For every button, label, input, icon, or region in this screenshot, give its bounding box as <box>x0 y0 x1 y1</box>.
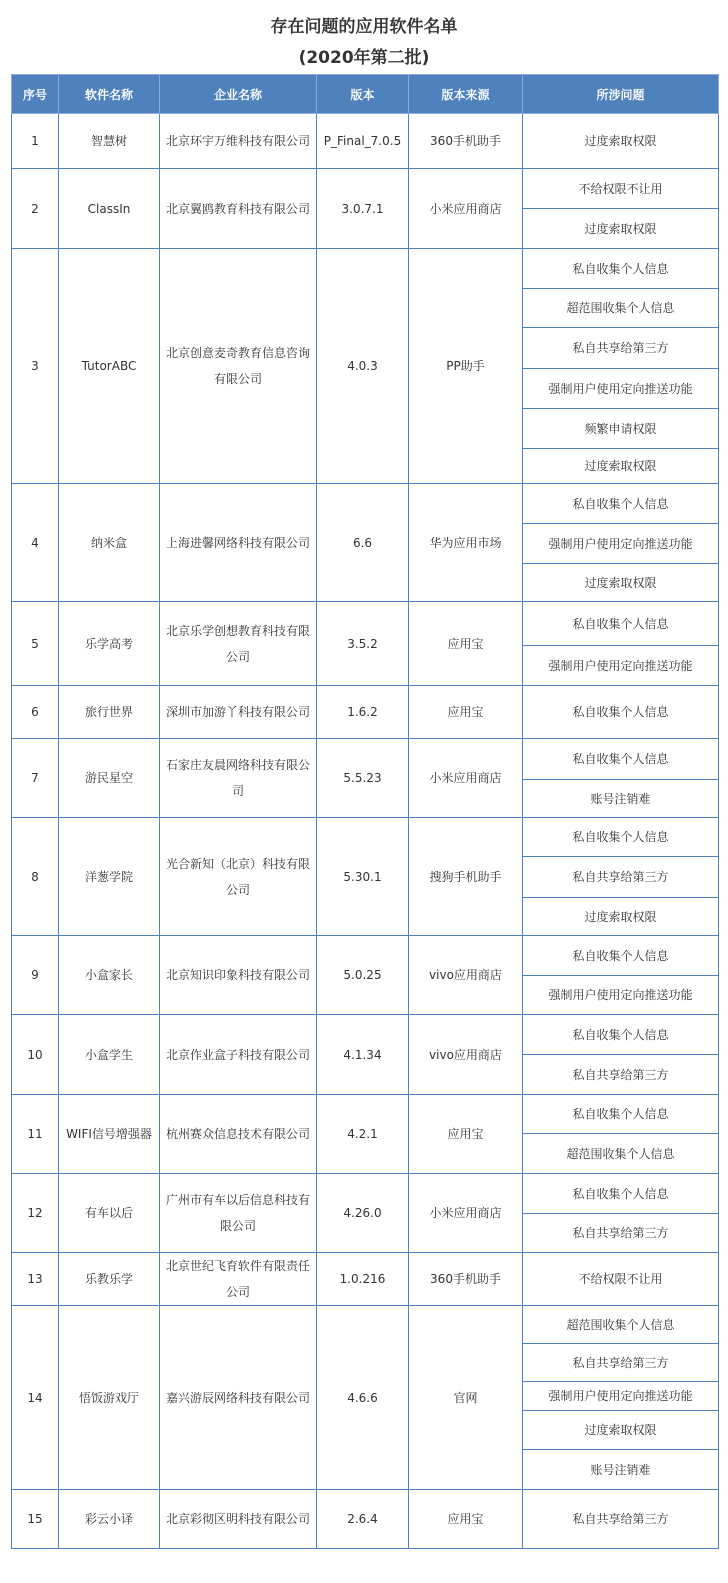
table-row <box>12 739 719 780</box>
cell-app-name: 彩云小译 <box>59 1490 160 1549</box>
cell-app-name: 乐教乐学 <box>59 1253 160 1306</box>
table-row <box>12 114 719 169</box>
cell-source: 360手机助手 <box>409 1253 523 1306</box>
cell-source: 360手机助手 <box>409 114 523 169</box>
cell-source: 小米应用商店 <box>409 1174 523 1253</box>
cell-issue: 不给权限不让用 <box>523 1253 719 1306</box>
cell-issue: 超范围收集个人信息 <box>523 1134 719 1174</box>
cell-seq: 2 <box>12 169 59 249</box>
cell-issue: 超范围收集个人信息 <box>523 289 719 328</box>
cell-app-name: TutorABC <box>59 249 160 484</box>
cell-seq: 3 <box>12 249 59 484</box>
cell-issue: 私自收集个人信息 <box>523 1095 719 1134</box>
header-source: 版本来源 <box>409 75 523 114</box>
cell-issue: 私自收集个人信息 <box>523 936 719 976</box>
cell-seq: 14 <box>12 1306 59 1490</box>
cell-issue: 强制用户使用定向推送功能 <box>523 646 719 686</box>
cell-issue: 强制用户使用定向推送功能 <box>523 524 719 564</box>
cell-issue: 账号注销难 <box>523 1450 719 1490</box>
cell-issue: 账号注销难 <box>523 780 719 818</box>
table-row <box>12 1490 719 1549</box>
cell-seq: 6 <box>12 686 59 739</box>
cell-company: 北京世纪飞育软件有限责任公司 <box>160 1253 317 1306</box>
cell-company: 上海进馨网络科技有限公司 <box>160 484 317 602</box>
cell-app-name: 洋葱学院 <box>59 818 160 936</box>
header-seq: 序号 <box>12 75 59 114</box>
cell-version: P_Final_7.0.5 <box>317 114 409 169</box>
cell-issue: 私自收集个人信息 <box>523 484 719 524</box>
cell-issue: 强制用户使用定向推送功能 <box>523 369 719 409</box>
app-list-table <box>11 74 719 1549</box>
cell-app-name: 有车以后 <box>59 1174 160 1253</box>
cell-source: vivo应用商店 <box>409 936 523 1015</box>
cell-issue: 私自共享给第三方 <box>523 1214 719 1253</box>
cell-app-name: 纳米盒 <box>59 484 160 602</box>
table-row <box>12 1174 719 1214</box>
cell-issue: 过度索取权限 <box>523 114 719 169</box>
cell-source: 应用宝 <box>409 1490 523 1549</box>
cell-app-name: 小盒学生 <box>59 1015 160 1095</box>
cell-version: 4.0.3 <box>317 249 409 484</box>
table-row <box>12 1015 719 1055</box>
cell-source: PP助手 <box>409 249 523 484</box>
document-subtitle: (2020年第二批) <box>298 48 430 68</box>
header-app-name: 软件名称 <box>59 75 160 114</box>
cell-company: 北京环宇万维科技有限公司 <box>160 114 317 169</box>
cell-issue: 强制用户使用定向推送功能 <box>523 1382 719 1411</box>
cell-issue: 不给权限不让用 <box>523 169 719 209</box>
cell-source: vivo应用商店 <box>409 1015 523 1095</box>
cell-version: 5.0.25 <box>317 936 409 1015</box>
cell-issue: 私自收集个人信息 <box>523 249 719 289</box>
cell-app-name: 游民星空 <box>59 739 160 818</box>
cell-app-name: 旅行世界 <box>59 686 160 739</box>
cell-company: 深圳市加游丫科技有限公司 <box>160 686 317 739</box>
cell-version: 1.0.216 <box>317 1253 409 1306</box>
cell-version: 3.5.2 <box>317 602 409 686</box>
cell-issue: 过度索取权限 <box>523 564 719 602</box>
cell-issue: 私自收集个人信息 <box>523 602 719 646</box>
cell-app-name: 悟饭游戏厅 <box>59 1306 160 1490</box>
cell-company: 北京作业盒子科技有限公司 <box>160 1015 317 1095</box>
cell-seq: 5 <box>12 602 59 686</box>
cell-version: 5.30.1 <box>317 818 409 936</box>
cell-version: 4.26.0 <box>317 1174 409 1253</box>
table-row <box>12 249 719 289</box>
cell-company: 石家庄友晨网络科技有限公司 <box>160 739 317 818</box>
cell-issue: 过度索取权限 <box>523 449 719 484</box>
cell-seq: 8 <box>12 818 59 936</box>
table-row <box>12 686 719 739</box>
cell-issue: 私自共享给第三方 <box>523 1055 719 1095</box>
cell-app-name: WIFI信号增强器 <box>59 1095 160 1174</box>
cell-source: 小米应用商店 <box>409 739 523 818</box>
table-row <box>12 1306 719 1344</box>
cell-version: 6.6 <box>317 484 409 602</box>
cell-issue: 私自收集个人信息 <box>523 686 719 739</box>
cell-version: 4.6.6 <box>317 1306 409 1490</box>
cell-issue: 私自共享给第三方 <box>523 857 719 898</box>
cell-version: 3.0.7.1 <box>317 169 409 249</box>
header-version: 版本 <box>317 75 409 114</box>
cell-seq: 9 <box>12 936 59 1015</box>
cell-seq: 11 <box>12 1095 59 1174</box>
cell-company: 嘉兴游辰网络科技有限公司 <box>160 1306 317 1490</box>
cell-seq: 13 <box>12 1253 59 1306</box>
cell-company: 广州市有车以后信息科技有限公司 <box>160 1174 317 1253</box>
cell-company: 北京翼鸥教育科技有限公司 <box>160 169 317 249</box>
cell-app-name: 小盒家长 <box>59 936 160 1015</box>
table-row <box>12 1253 719 1306</box>
cell-version: 5.5.23 <box>317 739 409 818</box>
document-title: 存在问题的应用软件名单 <box>270 17 458 37</box>
cell-company: 北京创意麦奇教育信息咨询有限公司 <box>160 249 317 484</box>
table-row <box>12 484 719 524</box>
cell-version: 4.1.34 <box>317 1015 409 1095</box>
cell-issue: 过度索取权限 <box>523 1411 719 1450</box>
cell-app-name: 乐学高考 <box>59 602 160 686</box>
cell-issue: 过度索取权限 <box>523 209 719 249</box>
cell-seq: 10 <box>12 1015 59 1095</box>
cell-source: 应用宝 <box>409 1095 523 1174</box>
cell-source: 小米应用商店 <box>409 169 523 249</box>
table-row <box>12 936 719 976</box>
cell-seq: 7 <box>12 739 59 818</box>
cell-issue: 私自共享给第三方 <box>523 1344 719 1382</box>
cell-seq: 15 <box>12 1490 59 1549</box>
cell-issue: 强制用户使用定向推送功能 <box>523 976 719 1015</box>
cell-source: 搜狗手机助手 <box>409 818 523 936</box>
table-row <box>12 818 719 857</box>
cell-company: 北京彩彻区明科技有限公司 <box>160 1490 317 1549</box>
cell-issue: 过度索取权限 <box>523 898 719 936</box>
table-header-row <box>12 75 719 114</box>
cell-source: 应用宝 <box>409 686 523 739</box>
cell-version: 4.2.1 <box>317 1095 409 1174</box>
table-row <box>12 1095 719 1134</box>
cell-app-name: ClassIn <box>59 169 160 249</box>
cell-issue: 私自收集个人信息 <box>523 739 719 780</box>
cell-version: 2.6.4 <box>317 1490 409 1549</box>
cell-company: 光合新知（北京）科技有限公司 <box>160 818 317 936</box>
cell-issue: 私自共享给第三方 <box>523 1490 719 1549</box>
cell-issue: 频繁申请权限 <box>523 409 719 449</box>
header-company: 企业名称 <box>160 75 317 114</box>
header-issues: 所涉问题 <box>523 75 719 114</box>
cell-app-name: 智慧树 <box>59 114 160 169</box>
cell-source: 官网 <box>409 1306 523 1490</box>
cell-issue: 私自收集个人信息 <box>523 1015 719 1055</box>
cell-version: 1.6.2 <box>317 686 409 739</box>
table-body <box>12 114 719 1549</box>
cell-issue: 私自共享给第三方 <box>523 328 719 369</box>
cell-company: 北京知识印象科技有限公司 <box>160 936 317 1015</box>
cell-company: 北京乐学创想教育科技有限公司 <box>160 602 317 686</box>
cell-source: 华为应用市场 <box>409 484 523 602</box>
cell-company: 杭州赛众信息技术有限公司 <box>160 1095 317 1174</box>
cell-source: 应用宝 <box>409 602 523 686</box>
cell-seq: 1 <box>12 114 59 169</box>
cell-issue: 私自收集个人信息 <box>523 1174 719 1214</box>
table-row <box>12 602 719 646</box>
cell-seq: 12 <box>12 1174 59 1253</box>
cell-issue: 超范围收集个人信息 <box>523 1306 719 1344</box>
cell-seq: 4 <box>12 484 59 602</box>
table-row <box>12 169 719 209</box>
cell-issue: 私自收集个人信息 <box>523 818 719 857</box>
